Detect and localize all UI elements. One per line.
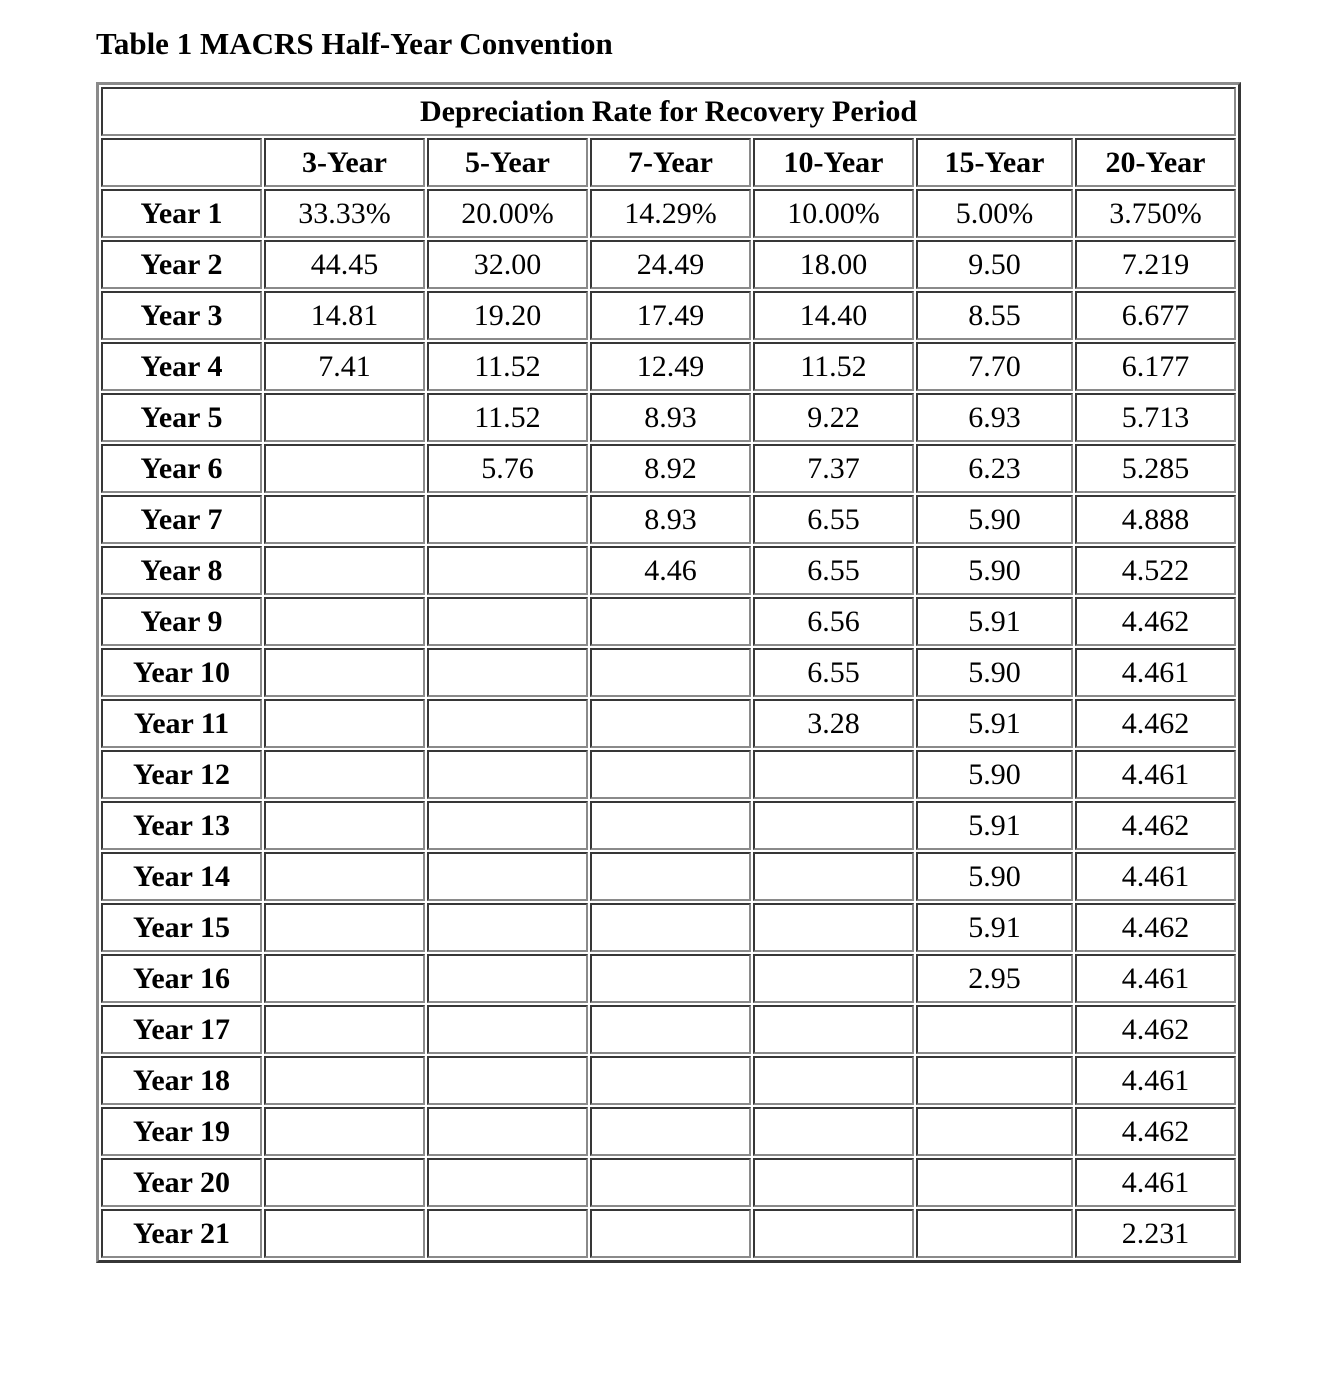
column-header-7-year: 7-Year bbox=[590, 138, 751, 187]
rate-cell-15-year: 5.90 bbox=[916, 648, 1073, 697]
row-label: Year 2 bbox=[101, 240, 262, 289]
rate-cell-20-year: 6.177 bbox=[1075, 342, 1236, 391]
table-row bbox=[101, 1056, 1236, 1105]
table-row bbox=[101, 546, 1236, 595]
row-label: Year 14 bbox=[101, 852, 262, 901]
rate-cell-7-year bbox=[590, 597, 751, 646]
rate-cell-3-year: 44.45 bbox=[264, 240, 425, 289]
table-row bbox=[101, 648, 1236, 697]
rate-cell-5-year bbox=[427, 1107, 588, 1156]
rate-cell-15-year: 5.90 bbox=[916, 852, 1073, 901]
row-label: Year 11 bbox=[101, 699, 262, 748]
rate-cell-10-year bbox=[753, 750, 914, 799]
rate-cell-3-year: 33.33% bbox=[264, 189, 425, 238]
rate-cell-7-year bbox=[590, 699, 751, 748]
rate-cell-15-year bbox=[916, 1056, 1073, 1105]
rate-cell-5-year bbox=[427, 801, 588, 850]
table-row bbox=[101, 240, 1236, 289]
rate-cell-10-year: 3.28 bbox=[753, 699, 914, 748]
rate-cell-10-year: 10.00% bbox=[753, 189, 914, 238]
rate-cell-15-year: 6.23 bbox=[916, 444, 1073, 493]
rate-cell-20-year: 3.750% bbox=[1075, 189, 1236, 238]
rate-cell-10-year: 6.55 bbox=[753, 648, 914, 697]
rate-cell-5-year: 5.76 bbox=[427, 444, 588, 493]
rate-cell-15-year: 9.50 bbox=[916, 240, 1073, 289]
rate-cell-5-year bbox=[427, 597, 588, 646]
rate-cell-15-year: 5.90 bbox=[916, 495, 1073, 544]
table-row bbox=[101, 903, 1236, 952]
rate-cell-15-year bbox=[916, 1005, 1073, 1054]
rate-cell-20-year: 4.461 bbox=[1075, 750, 1236, 799]
rate-cell-3-year bbox=[264, 1209, 425, 1258]
rate-cell-10-year: 9.22 bbox=[753, 393, 914, 442]
rate-cell-7-year bbox=[590, 648, 751, 697]
row-label: Year 19 bbox=[101, 1107, 262, 1156]
rate-cell-15-year: 5.91 bbox=[916, 801, 1073, 850]
rate-cell-3-year bbox=[264, 1056, 425, 1105]
rate-cell-20-year: 4.462 bbox=[1075, 699, 1236, 748]
rate-cell-7-year bbox=[590, 1158, 751, 1207]
rate-cell-10-year bbox=[753, 801, 914, 850]
rate-cell-20-year: 4.462 bbox=[1075, 1107, 1236, 1156]
rate-cell-10-year bbox=[753, 954, 914, 1003]
rate-cell-15-year: 8.55 bbox=[916, 291, 1073, 340]
row-label: Year 7 bbox=[101, 495, 262, 544]
rate-cell-10-year bbox=[753, 852, 914, 901]
rate-cell-20-year: 4.522 bbox=[1075, 546, 1236, 595]
rate-cell-7-year: 8.92 bbox=[590, 444, 751, 493]
rate-cell-20-year: 4.462 bbox=[1075, 903, 1236, 952]
rate-cell-3-year bbox=[264, 852, 425, 901]
rate-cell-20-year: 5.713 bbox=[1075, 393, 1236, 442]
rate-cell-10-year bbox=[753, 1158, 914, 1207]
rate-cell-10-year: 18.00 bbox=[753, 240, 914, 289]
rate-cell-5-year bbox=[427, 495, 588, 544]
row-label: Year 17 bbox=[101, 1005, 262, 1054]
row-label: Year 9 bbox=[101, 597, 262, 646]
column-header-15-year: 15-Year bbox=[916, 138, 1073, 187]
column-header-3-year: 3-Year bbox=[264, 138, 425, 187]
table-row bbox=[101, 342, 1236, 391]
rate-cell-10-year: 6.55 bbox=[753, 546, 914, 595]
rate-cell-20-year: 4.888 bbox=[1075, 495, 1236, 544]
table-row bbox=[101, 291, 1236, 340]
column-header-5-year: 5-Year bbox=[427, 138, 588, 187]
row-label: Year 21 bbox=[101, 1209, 262, 1258]
rate-cell-15-year: 6.93 bbox=[916, 393, 1073, 442]
column-header-20-year: 20-Year bbox=[1075, 138, 1236, 187]
group-header-row bbox=[101, 87, 1236, 136]
rate-cell-10-year bbox=[753, 1056, 914, 1105]
table-row bbox=[101, 393, 1236, 442]
rate-cell-3-year: 7.41 bbox=[264, 342, 425, 391]
rate-cell-3-year bbox=[264, 1107, 425, 1156]
table-row bbox=[101, 444, 1236, 493]
column-header-row bbox=[101, 138, 1236, 187]
table-row bbox=[101, 1209, 1236, 1258]
rate-cell-7-year bbox=[590, 750, 751, 799]
rate-cell-10-year bbox=[753, 1107, 914, 1156]
rate-cell-20-year: 4.462 bbox=[1075, 801, 1236, 850]
rate-cell-5-year: 19.20 bbox=[427, 291, 588, 340]
rate-cell-5-year: 11.52 bbox=[427, 393, 588, 442]
row-label: Year 20 bbox=[101, 1158, 262, 1207]
table-row bbox=[101, 495, 1236, 544]
table-row bbox=[101, 852, 1236, 901]
row-label: Year 15 bbox=[101, 903, 262, 952]
rate-cell-3-year bbox=[264, 750, 425, 799]
rate-cell-10-year: 14.40 bbox=[753, 291, 914, 340]
rate-cell-15-year: 5.91 bbox=[916, 597, 1073, 646]
rate-cell-3-year bbox=[264, 954, 425, 1003]
rate-cell-3-year bbox=[264, 444, 425, 493]
rate-cell-5-year bbox=[427, 1056, 588, 1105]
rate-cell-3-year bbox=[264, 903, 425, 952]
rate-cell-3-year bbox=[264, 1158, 425, 1207]
rate-cell-5-year bbox=[427, 1209, 588, 1258]
row-label: Year 5 bbox=[101, 393, 262, 442]
rate-cell-20-year: 2.231 bbox=[1075, 1209, 1236, 1258]
rate-cell-7-year: 4.46 bbox=[590, 546, 751, 595]
rate-cell-7-year bbox=[590, 1005, 751, 1054]
rate-cell-10-year: 6.56 bbox=[753, 597, 914, 646]
rate-cell-20-year: 4.462 bbox=[1075, 597, 1236, 646]
rate-cell-7-year bbox=[590, 1056, 751, 1105]
rate-cell-5-year bbox=[427, 954, 588, 1003]
rate-cell-15-year bbox=[916, 1158, 1073, 1207]
column-header-10-year: 10-Year bbox=[753, 138, 914, 187]
table-row bbox=[101, 1107, 1236, 1156]
rate-cell-10-year bbox=[753, 1209, 914, 1258]
rate-cell-20-year: 4.461 bbox=[1075, 1158, 1236, 1207]
rate-cell-3-year bbox=[264, 699, 425, 748]
rate-cell-20-year: 4.461 bbox=[1075, 1056, 1236, 1105]
rate-cell-20-year: 4.461 bbox=[1075, 954, 1236, 1003]
row-label: Year 8 bbox=[101, 546, 262, 595]
rate-cell-15-year: 5.90 bbox=[916, 750, 1073, 799]
rate-cell-20-year: 7.219 bbox=[1075, 240, 1236, 289]
rate-cell-10-year: 7.37 bbox=[753, 444, 914, 493]
row-label: Year 4 bbox=[101, 342, 262, 391]
row-label: Year 12 bbox=[101, 750, 262, 799]
rate-cell-15-year: 5.91 bbox=[916, 699, 1073, 748]
rate-cell-10-year bbox=[753, 903, 914, 952]
rate-cell-7-year bbox=[590, 954, 751, 1003]
rate-cell-3-year bbox=[264, 495, 425, 544]
rate-cell-7-year bbox=[590, 1107, 751, 1156]
table-caption: Table 1 MACRS Half-Year Convention bbox=[96, 26, 613, 61]
rate-cell-20-year: 4.462 bbox=[1075, 1005, 1236, 1054]
rate-cell-7-year: 12.49 bbox=[590, 342, 751, 391]
rate-cell-7-year: 24.49 bbox=[590, 240, 751, 289]
rate-cell-5-year bbox=[427, 852, 588, 901]
row-label: Year 10 bbox=[101, 648, 262, 697]
rate-cell-10-year: 11.52 bbox=[753, 342, 914, 391]
rate-cell-20-year: 5.285 bbox=[1075, 444, 1236, 493]
rate-cell-10-year: 6.55 bbox=[753, 495, 914, 544]
rate-cell-3-year bbox=[264, 1005, 425, 1054]
rate-cell-7-year: 17.49 bbox=[590, 291, 751, 340]
column-header-blank bbox=[101, 138, 262, 187]
rate-cell-15-year: 2.95 bbox=[916, 954, 1073, 1003]
rate-cell-3-year bbox=[264, 597, 425, 646]
rate-cell-3-year bbox=[264, 648, 425, 697]
rate-cell-20-year: 4.461 bbox=[1075, 648, 1236, 697]
rate-cell-3-year bbox=[264, 546, 425, 595]
rate-cell-7-year: 8.93 bbox=[590, 495, 751, 544]
table-row bbox=[101, 597, 1236, 646]
table-row bbox=[101, 189, 1236, 238]
rate-cell-7-year: 14.29% bbox=[590, 189, 751, 238]
table-row bbox=[101, 699, 1236, 748]
rate-cell-7-year bbox=[590, 903, 751, 952]
row-label: Year 18 bbox=[101, 1056, 262, 1105]
group-header: Depreciation Rate for Recovery Period bbox=[101, 87, 1236, 136]
rate-cell-5-year bbox=[427, 903, 588, 952]
row-label: Year 16 bbox=[101, 954, 262, 1003]
rate-cell-15-year: 5.00% bbox=[916, 189, 1073, 238]
rate-cell-5-year bbox=[427, 1005, 588, 1054]
rate-cell-15-year: 7.70 bbox=[916, 342, 1073, 391]
table-row bbox=[101, 954, 1236, 1003]
rate-cell-5-year: 20.00% bbox=[427, 189, 588, 238]
rate-cell-20-year: 4.461 bbox=[1075, 852, 1236, 901]
table-row bbox=[101, 1158, 1236, 1207]
rate-cell-15-year bbox=[916, 1209, 1073, 1258]
rate-cell-7-year: 8.93 bbox=[590, 393, 751, 442]
rate-cell-7-year bbox=[590, 801, 751, 850]
rate-cell-5-year bbox=[427, 648, 588, 697]
rate-cell-5-year bbox=[427, 750, 588, 799]
rate-cell-3-year bbox=[264, 393, 425, 442]
rate-cell-20-year: 6.677 bbox=[1075, 291, 1236, 340]
rate-cell-5-year bbox=[427, 699, 588, 748]
rate-cell-3-year: 14.81 bbox=[264, 291, 425, 340]
rate-cell-15-year: 5.90 bbox=[916, 546, 1073, 595]
table-row bbox=[101, 801, 1236, 850]
row-label: Year 1 bbox=[101, 189, 262, 238]
rate-cell-5-year bbox=[427, 1158, 588, 1207]
rate-cell-15-year: 5.91 bbox=[916, 903, 1073, 952]
macrs-table bbox=[96, 82, 1241, 1263]
rate-cell-5-year: 11.52 bbox=[427, 342, 588, 391]
rate-cell-3-year bbox=[264, 801, 425, 850]
table-row bbox=[101, 750, 1236, 799]
table-row bbox=[101, 1005, 1236, 1054]
rate-cell-7-year bbox=[590, 1209, 751, 1258]
row-label: Year 13 bbox=[101, 801, 262, 850]
rate-cell-5-year bbox=[427, 546, 588, 595]
row-label: Year 3 bbox=[101, 291, 262, 340]
rate-cell-10-year bbox=[753, 1005, 914, 1054]
rate-cell-7-year bbox=[590, 852, 751, 901]
row-label: Year 6 bbox=[101, 444, 262, 493]
table-body bbox=[101, 189, 1236, 1258]
rate-cell-5-year: 32.00 bbox=[427, 240, 588, 289]
rate-cell-15-year bbox=[916, 1107, 1073, 1156]
